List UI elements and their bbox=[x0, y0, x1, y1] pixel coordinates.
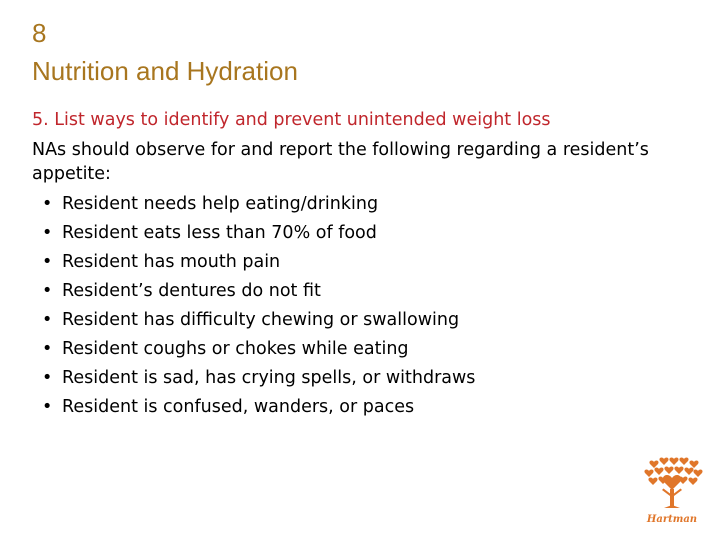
hartman-logo bbox=[640, 456, 704, 534]
list-item: • Resident has difficulty chewing or swallowing bbox=[34, 306, 682, 335]
chapter-number: 8 bbox=[32, 18, 47, 48]
slide-body bbox=[32, 106, 682, 422]
list-item: • Resident coughs or chokes while eating bbox=[34, 335, 682, 364]
observation-list bbox=[32, 190, 682, 422]
list-item: • Resident has mouth pain bbox=[34, 248, 682, 277]
logo-wordmark: Hartman bbox=[646, 514, 698, 525]
list-item: • Resident needs help eating/drinking bbox=[34, 190, 682, 219]
bullet-icon: • bbox=[42, 223, 53, 243]
bullet-icon: • bbox=[42, 281, 53, 301]
list-item: • Resident’s dentures do not fit bbox=[34, 277, 682, 306]
list-item: • Resident is sad, has crying spells, or withdraws bbox=[34, 364, 682, 393]
bullet-icon: • bbox=[42, 194, 53, 214]
learning-objective: 5. List ways to identify and prevent unintended weight loss bbox=[32, 110, 551, 130]
bullet-icon: • bbox=[42, 310, 53, 330]
bullet-icon: • bbox=[42, 339, 53, 359]
bullet-icon: • bbox=[42, 397, 53, 417]
list-item: • Resident is confused, wanders, or paces bbox=[34, 393, 682, 422]
intro-paragraph: NAs should observe for and report the following regarding a resident’s appetite: bbox=[32, 140, 649, 184]
bullet-icon: • bbox=[42, 252, 53, 272]
bullet-icon: • bbox=[42, 368, 53, 388]
list-item: • Resident eats less than 70% of food bbox=[34, 219, 682, 248]
chapter-title: Nutrition and Hydration bbox=[32, 56, 298, 86]
heart-tree-icon bbox=[640, 456, 704, 516]
